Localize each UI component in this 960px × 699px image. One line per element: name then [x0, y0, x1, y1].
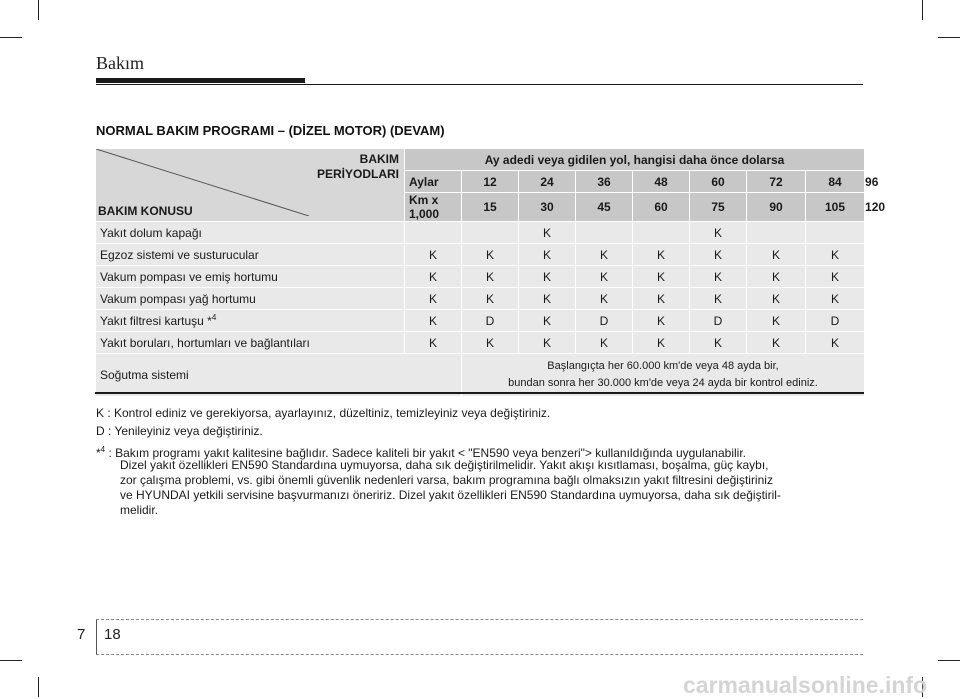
table-row-coolant [96, 354, 865, 397]
row-cell: K [576, 244, 633, 266]
row-cell: K [519, 288, 576, 310]
row-cell: K [462, 244, 519, 266]
crop-mark [38, 677, 39, 697]
crop-mark [938, 660, 960, 661]
crop-mark [0, 660, 22, 661]
row-cell: K [462, 332, 519, 354]
row-cell: K [405, 310, 462, 332]
row-cell: K [576, 332, 633, 354]
footnote-4-line: ve HYUNDAI yetkili servisine başvurmanızı öneririz. Dizel yakıt özellikleri EN590 Standardına uymuyorsa, daha sık değiştiril- [120, 488, 781, 502]
watermark: carmanualsonline.info [683, 672, 928, 698]
row-cell [747, 222, 806, 244]
row-label: Yakıt dolum kapağı [96, 222, 405, 244]
row-cell: K [633, 244, 690, 266]
row-label: Yakıt boruları, hortumları ve bağlantıları [96, 332, 405, 354]
km-cell: 45 [576, 193, 633, 222]
crop-mark [922, 0, 923, 20]
row-cell: K [806, 244, 865, 266]
month-cell: 84 [806, 171, 865, 193]
row-cell: K [806, 266, 865, 288]
maintenance-schedule-table [95, 148, 886, 397]
row-cell: K [405, 266, 462, 288]
table-corner-header [96, 149, 405, 222]
row-cell: K [633, 332, 690, 354]
months-label: Aylar [405, 171, 462, 193]
row-cell: K [519, 310, 576, 332]
row-cell: D [690, 310, 747, 332]
row-cell: K [519, 266, 576, 288]
row-cell [405, 222, 462, 244]
table-row [96, 266, 865, 288]
row-cell: K [633, 288, 690, 310]
span-header: Ay adedi veya gidilen yol, hangisi daha önce dolarsa [405, 149, 865, 171]
row-label: Egzoz sistemi ve susturucular [96, 244, 405, 266]
table-row [96, 310, 865, 332]
legend-d: D : Yenileyiniz veya değiştiriniz. [96, 424, 263, 438]
km-cell: 30 [519, 193, 576, 222]
table-bottom-rule [95, 392, 864, 394]
month-cell: 24 [519, 171, 576, 193]
row-cell: K [747, 288, 806, 310]
footnote-marker: 4 [211, 313, 217, 322]
row-cell: K [690, 244, 747, 266]
row-cell [633, 222, 690, 244]
km-cell: 75 [690, 193, 747, 222]
row-cell: D [806, 310, 865, 332]
row-cell: K [633, 310, 690, 332]
row-label: Yakıt filtresi kartuşu *$^4$ [96, 310, 405, 332]
row-cell: K [519, 244, 576, 266]
corner-bottom-label: BAKIM KONUSU [98, 204, 193, 218]
row-cell: K [576, 288, 633, 310]
footer-rule-top [96, 619, 863, 620]
month-cell: 60 [690, 171, 747, 193]
row-cell: K [747, 310, 806, 332]
crop-mark [938, 37, 960, 38]
table-row [96, 222, 865, 244]
row-cell: K [690, 288, 747, 310]
row-cell: K [462, 266, 519, 288]
row-cell [806, 222, 865, 244]
row-cell [462, 222, 519, 244]
row-cell [576, 222, 633, 244]
row-cell: K [405, 288, 462, 310]
row-cell: K [690, 266, 747, 288]
page-number: 18 [104, 626, 121, 643]
header-rule [96, 84, 863, 85]
row-cell: K [806, 332, 865, 354]
row-cell: D [576, 310, 633, 332]
row-cell: K [405, 332, 462, 354]
km-cell: 60 [633, 193, 690, 222]
month-cell: 36 [576, 171, 633, 193]
legend-k: K : Kontrol ediniz ve gerekiyorsa, ayarlayınız, düzeltiniz, temizleyiniz veya değiştiriniz. [96, 406, 551, 420]
table-title: NORMAL BAKIM PROGRAMI – (DİZEL MOTOR) (DEVAM) [96, 123, 445, 138]
crop-mark [0, 37, 22, 38]
row-cell: K [405, 244, 462, 266]
footnote-4-line: melidir. [120, 503, 159, 517]
row-cell: K [690, 222, 747, 244]
months-row: Aylar 12 24 36 48 60 72 84 96 [96, 171, 865, 193]
month-cell: 72 [747, 171, 806, 193]
crop-mark [38, 0, 39, 20]
km-label: Km x 1,000 [405, 193, 462, 222]
km-cell: 105 [806, 193, 865, 222]
footer-rule-bottom [96, 654, 863, 655]
row-cell: K [462, 288, 519, 310]
row-cell: D [462, 310, 519, 332]
row-cell: K [576, 266, 633, 288]
table-row [96, 288, 865, 310]
corner-top-label: BAKIM PERİYODLARI [316, 152, 399, 181]
coolant-interval-note: Başlangıçta her 60.000 km'de veya 48 ayda bir, bundan sonra her 30.000 km'de veya 24 ayda bir kontrol ediniz. [462, 354, 865, 397]
footnote-4: *$^4$ : Bakım programı yakıt kalitesine bağlıdır. Sadece kaliteli bir yakıt < "EN590 veya benzeri"> kullanıldığında uygulanabilir. [96, 445, 746, 460]
row-cell: K [690, 332, 747, 354]
section-title: Bakım [96, 53, 144, 73]
table-row [96, 244, 865, 266]
row-cell: K [747, 332, 806, 354]
month-cell: 48 [633, 171, 690, 193]
row-cell: K [519, 222, 576, 244]
row-cell: K [519, 332, 576, 354]
page-number-divider [96, 620, 97, 654]
row-label: Vakum pompası yağ hortumu [96, 288, 405, 310]
row-label: Vakum pompası ve emiş hortumu [96, 266, 405, 288]
row-cell: K [806, 288, 865, 310]
km-cell: 90 [747, 193, 806, 222]
footnote-4-line: Dizel yakıt özellikleri EN590 Standardına uymuyorsa, daha sık değiştirilmelidir. Yakıt akışı kısıtlaması, boşalma, güç kaybı, [120, 458, 769, 472]
chapter-number: 7 [77, 626, 86, 643]
row-cell: K [747, 244, 806, 266]
km-row: Km x 1,000 15 30 45 60 75 90 105 120 [96, 193, 865, 222]
row-cell: K [633, 266, 690, 288]
table-row [96, 332, 865, 354]
header-bar [96, 78, 305, 83]
row-cell: K [747, 266, 806, 288]
row-label: Soğutma sistemi [96, 354, 462, 397]
month-cell: 12 [462, 171, 519, 193]
footnote-4-line: zor çalışma problemi, vs. gibi önemli güvenlik nedenleri varsa, bakım programına bağlı olmaksızın yakıt filtresini değiştiriniz [120, 473, 773, 487]
km-cell: 15 [462, 193, 519, 222]
